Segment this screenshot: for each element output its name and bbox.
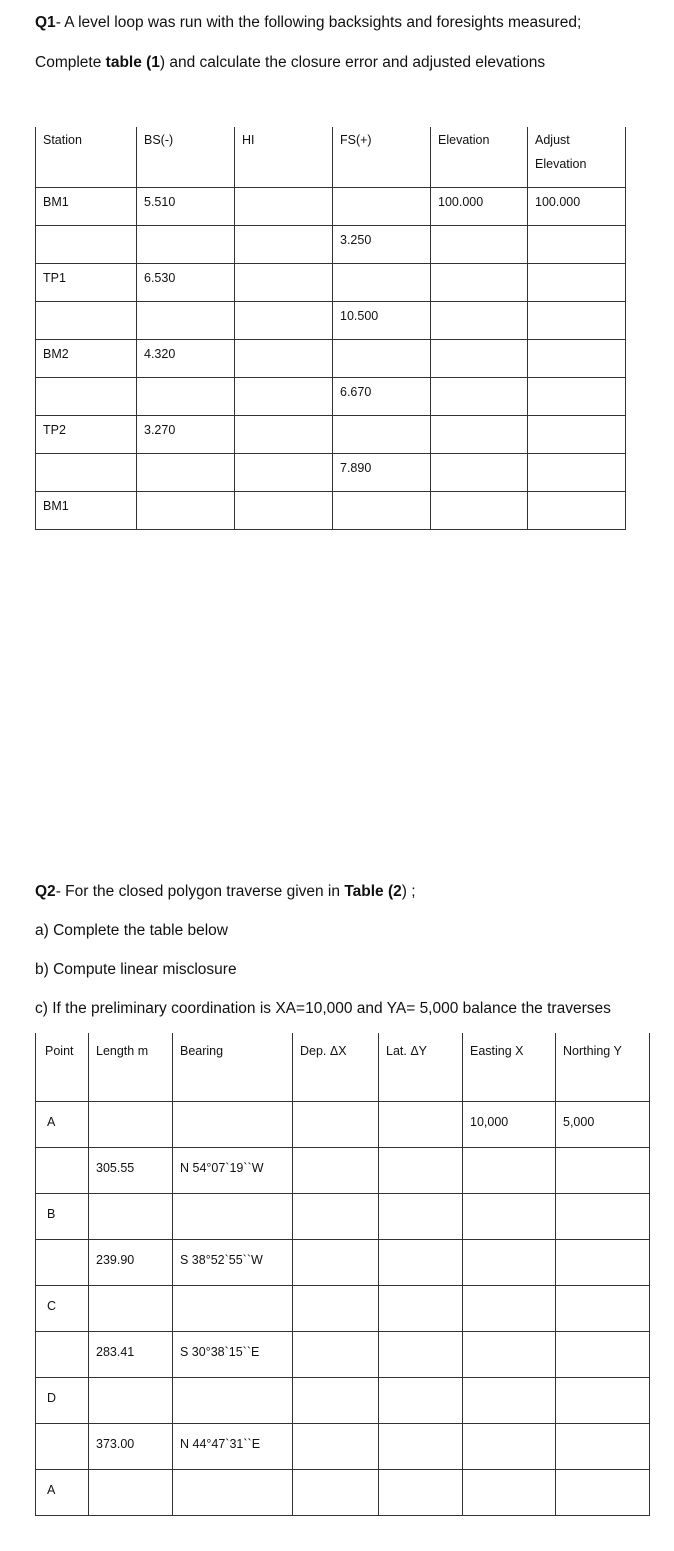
table-cell: 6.670 xyxy=(333,377,431,415)
table-cell: 305.55 xyxy=(89,1147,173,1193)
table-cell xyxy=(528,415,626,453)
table2-row xyxy=(36,1331,650,1377)
table-cell xyxy=(137,225,235,263)
table2-row xyxy=(36,1193,650,1239)
table-cell xyxy=(463,1377,556,1423)
table-cell: 10,000 xyxy=(463,1101,556,1147)
table1-header-cell: FS(+) xyxy=(333,127,431,187)
table-cell xyxy=(379,1239,463,1285)
table-cell xyxy=(556,1331,650,1377)
table-cell: S 38°52`55``W xyxy=(173,1239,293,1285)
table-cell xyxy=(556,1193,650,1239)
table-cell xyxy=(431,225,528,263)
q1-heading xyxy=(35,14,581,32)
table-cell xyxy=(463,1423,556,1469)
table-cell xyxy=(463,1331,556,1377)
table-cell xyxy=(293,1147,379,1193)
table2-row xyxy=(36,1147,650,1193)
table-cell xyxy=(556,1469,650,1515)
table-cell xyxy=(528,301,626,339)
table-cell xyxy=(293,1239,379,1285)
table2-header-cell: Bearing xyxy=(173,1033,293,1101)
table1-header-cell: Station xyxy=(36,127,137,187)
q1-instruction xyxy=(35,54,545,72)
table-cell: 7.890 xyxy=(333,453,431,491)
table-cell xyxy=(36,377,137,415)
table-cell xyxy=(89,1377,173,1423)
table-cell xyxy=(379,1469,463,1515)
table1-header-cell: BS(-) xyxy=(137,127,235,187)
table-cell: 5,000 xyxy=(556,1101,650,1147)
table-cell xyxy=(89,1193,173,1239)
table1-header-row xyxy=(36,127,626,187)
table-cell xyxy=(463,1239,556,1285)
table-cell xyxy=(173,1193,293,1239)
table-cell xyxy=(431,263,528,301)
table2-header-cell: Easting X xyxy=(463,1033,556,1101)
table-cell: C xyxy=(36,1285,89,1331)
table1-row xyxy=(36,225,626,263)
table-cell xyxy=(235,339,333,377)
q1-instruction-pre: Complete xyxy=(35,54,106,71)
table-cell: 3.270 xyxy=(137,415,235,453)
table1-row xyxy=(36,339,626,377)
q2-part-b: b) Compute linear misclosure xyxy=(35,961,237,978)
table-cell xyxy=(431,491,528,529)
table-cell xyxy=(431,453,528,491)
table2-row xyxy=(36,1377,650,1423)
table-cell xyxy=(173,1377,293,1423)
table-cell: 6.530 xyxy=(137,263,235,301)
table2-row xyxy=(36,1423,650,1469)
table-cell xyxy=(528,453,626,491)
table-cell xyxy=(379,1423,463,1469)
table-cell: 3.250 xyxy=(333,225,431,263)
table2-header-cell: Point xyxy=(36,1033,89,1101)
table2-header-cell: Northing Y xyxy=(556,1033,650,1101)
table-cell: N 44°47`31``E xyxy=(173,1423,293,1469)
table-cell xyxy=(89,1469,173,1515)
table2-row xyxy=(36,1239,650,1285)
table2-header-row xyxy=(36,1033,650,1101)
table-cell xyxy=(235,415,333,453)
table-cell xyxy=(556,1377,650,1423)
table-cell xyxy=(89,1101,173,1147)
table-cell: S 30°38`15``E xyxy=(173,1331,293,1377)
table-cell xyxy=(173,1285,293,1331)
table-cell xyxy=(463,1147,556,1193)
table-cell xyxy=(379,1331,463,1377)
table-cell xyxy=(137,377,235,415)
table-cell xyxy=(431,415,528,453)
table-cell xyxy=(137,453,235,491)
table-cell: A xyxy=(36,1469,89,1515)
table-cell xyxy=(556,1423,650,1469)
table-cell xyxy=(36,301,137,339)
table-cell: 283.41 xyxy=(89,1331,173,1377)
table-cell xyxy=(528,339,626,377)
q2-heading xyxy=(35,883,416,901)
table-cell: 100.000 xyxy=(528,187,626,225)
table-cell: BM1 xyxy=(36,491,137,529)
table-cell xyxy=(528,225,626,263)
table1-row xyxy=(36,263,626,301)
table-cell xyxy=(463,1193,556,1239)
table-cell xyxy=(556,1147,650,1193)
table1-row xyxy=(36,377,626,415)
table-cell: D xyxy=(36,1377,89,1423)
table-cell xyxy=(463,1285,556,1331)
table-cell xyxy=(463,1469,556,1515)
table-cell xyxy=(293,1377,379,1423)
table-cell: TP2 xyxy=(36,415,137,453)
table-cell xyxy=(36,1239,89,1285)
table-cell xyxy=(36,1423,89,1469)
table-cell xyxy=(556,1239,650,1285)
table-cell: 10.500 xyxy=(333,301,431,339)
table1-header-cell: Elevation xyxy=(431,127,528,187)
table-cell xyxy=(379,1285,463,1331)
table2-header-cell: Dep. ΔX xyxy=(293,1033,379,1101)
table-cell xyxy=(235,187,333,225)
q2-heading-bold: Table (2 xyxy=(344,883,402,900)
table-cell xyxy=(36,453,137,491)
table-cell: BM1 xyxy=(36,187,137,225)
table-cell xyxy=(36,1147,89,1193)
q2-part-a: a) Complete the table below xyxy=(35,922,229,939)
table-cell xyxy=(528,491,626,529)
table-cell xyxy=(137,491,235,529)
table-cell xyxy=(431,301,528,339)
table-cell: N 54°07`19``W xyxy=(173,1147,293,1193)
table-cell xyxy=(333,415,431,453)
q1-instruction-post: ) and calculate the closure error and adjusted elevations xyxy=(159,54,546,71)
table-cell xyxy=(235,377,333,415)
table2-row xyxy=(36,1101,650,1147)
table-cell xyxy=(235,301,333,339)
table-cell xyxy=(556,1285,650,1331)
table2-row xyxy=(36,1469,650,1515)
table-cell: A xyxy=(36,1101,89,1147)
table-cell xyxy=(173,1469,293,1515)
table-cell xyxy=(293,1331,379,1377)
table-cell xyxy=(36,225,137,263)
q2-number: Q2 xyxy=(35,883,56,900)
q1-instruction-bold: table (1 xyxy=(105,54,160,71)
table1-row xyxy=(36,491,626,529)
table-cell: 239.90 xyxy=(89,1239,173,1285)
q1-heading-text: - A level loop was run with the following backsights and foresights measured; xyxy=(55,14,582,31)
table1-header-cell xyxy=(528,127,626,187)
table-cell xyxy=(528,263,626,301)
table1-row xyxy=(36,453,626,491)
q1-number: Q1 xyxy=(35,14,56,31)
table-cell: 100.000 xyxy=(431,187,528,225)
adjust-header-line2: Elevation xyxy=(535,157,587,171)
table-cell xyxy=(293,1469,379,1515)
q2-part-c: c) If the preliminary coordination is XA=10,000 and YA= 5,000 balance the traverses xyxy=(35,1000,611,1017)
table-cell xyxy=(235,225,333,263)
q2-heading-text: - For the closed polygon traverse given in xyxy=(55,883,345,900)
table-cell xyxy=(333,339,431,377)
adjust-header-line1: Adjust xyxy=(535,133,570,147)
table-cell xyxy=(333,187,431,225)
table2-header-cell: Lat. ΔY xyxy=(379,1033,463,1101)
table-cell: 4.320 xyxy=(137,339,235,377)
table-cell xyxy=(293,1285,379,1331)
table-cell xyxy=(235,491,333,529)
table-cell xyxy=(89,1285,173,1331)
table-cell xyxy=(36,1331,89,1377)
table1-row xyxy=(36,301,626,339)
table-cell: 5.510 xyxy=(137,187,235,225)
traverse-table xyxy=(35,1033,650,1516)
table-cell xyxy=(173,1101,293,1147)
table-cell xyxy=(379,1147,463,1193)
q2-heading-post: ) ; xyxy=(401,883,416,900)
table-cell xyxy=(235,263,333,301)
table-cell xyxy=(137,301,235,339)
table-cell: BM2 xyxy=(36,339,137,377)
table-cell xyxy=(379,1377,463,1423)
table-cell xyxy=(379,1193,463,1239)
table1-header-cell: HI xyxy=(235,127,333,187)
table-cell xyxy=(431,377,528,415)
table-cell: B xyxy=(36,1193,89,1239)
table-cell: 373.00 xyxy=(89,1423,173,1469)
table-cell xyxy=(528,377,626,415)
table-cell: TP1 xyxy=(36,263,137,301)
table-cell xyxy=(235,453,333,491)
table1-row xyxy=(36,415,626,453)
table-cell xyxy=(431,339,528,377)
table-cell xyxy=(379,1101,463,1147)
table2-header-cell: Length m xyxy=(89,1033,173,1101)
table-cell xyxy=(293,1423,379,1469)
table2-row xyxy=(36,1285,650,1331)
table-cell xyxy=(333,263,431,301)
table-cell xyxy=(333,491,431,529)
table-cell xyxy=(293,1101,379,1147)
level-loop-table xyxy=(35,127,626,530)
table1-row xyxy=(36,187,626,225)
table-cell xyxy=(293,1193,379,1239)
